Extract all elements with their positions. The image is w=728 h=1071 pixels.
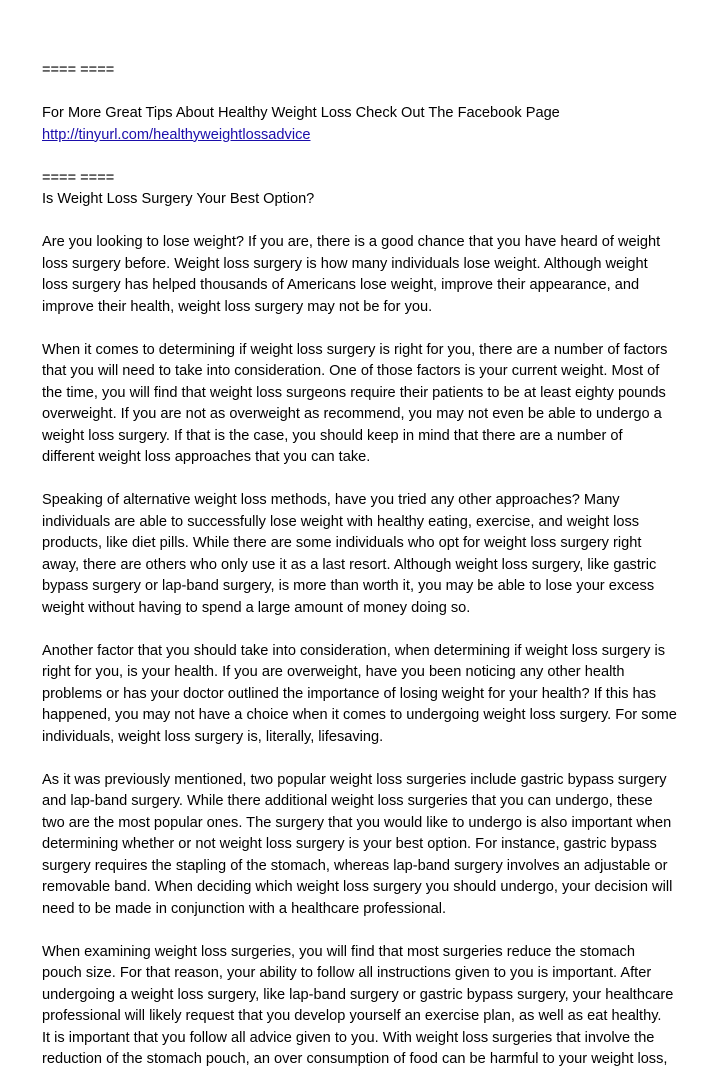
paragraph-line: Speaking of alternative weight loss methods, have you tried any other approaches? Many [42,492,620,508]
paragraph-line: reduction of the stomach pouch, an over consumption of food can be harmful to your weight loss, [42,1051,668,1067]
paragraph-line: weight without having to spend a large amount of money doing so. [42,599,471,616]
paragraph-2 [42,340,692,469]
paragraph-line: professional will likely request that you develop yourself an exercise plan, as well as eat healthy. [42,1008,662,1024]
paragraph-line: loss surgery before. Weight loss surgery is how many individuals lose weight. Although weight [42,255,648,272]
spacer [42,920,692,942]
paragraph-6 [42,942,692,1071]
paragraph-3 [42,490,692,619]
paragraph-line: the time, you will find that weight loss surgeons require their patients to be at least eighty pounds [42,384,666,401]
facebook-link[interactable]: http://tinyurl.com/healthyweightlossadvice [42,126,311,143]
paragraph-line: bypass surgery or lap-band surgery, is more than worth it, you may be able to lose your excess [42,578,655,594]
spacer [42,146,692,168]
paragraph-line: When it comes to determining if weight loss surgery is right for you, there are a number of factors [42,341,668,358]
paragraph-line: As it was previously mentioned, two popular weight loss surgeries include gastric bypass surgery [42,771,667,788]
spacer [42,619,692,641]
paragraph-line: Are you looking to lose weight? If you are, there is a good chance that you have heard of weight [42,234,661,250]
paragraph-line: problems or has your doctor outlined the importance of losing weight for your health? If this has [42,685,657,702]
spacer [42,211,692,233]
paragraph-line: two are the most popular ones. The surgery that you would like to undergo is also important when [42,814,672,831]
paragraph-line: loss surgery has helped thousands of Americans lose weight, improve their appearance, and [42,277,640,293]
paragraph-4 [42,641,692,749]
paragraph-line: right for you, is your health. If you are overweight, have you been noticing any other health [42,664,625,680]
paragraph-line: When examining weight loss surgeries, you will find that most surgeries reduce the stomach [42,943,635,960]
paragraph-line: undergoing a weight loss surgery, like lap-band surgery or gastric bypass surgery, your healthcare [42,986,674,1003]
separator-bottom: ==== ==== [42,169,115,186]
paragraph-1 [42,232,692,318]
paragraph-line: determining whether or not weight loss surgery is your best option. For instance, gastric bypass [42,836,657,852]
spacer [42,318,692,340]
spacer [42,82,692,104]
document-page [42,60,692,1071]
paragraph-line: and lap-band surgery. While there additional weight loss surgeries that you can undergo, these [42,793,653,809]
paragraph-line: away, there are others who only use it as a last resort. Although weight loss surgery, like gastric [42,556,657,573]
paragraph-line: surgery requires the stapling of the stomach, whereas lap-band surgery involves an adjustable or [42,857,668,874]
paragraph-line: different weight loss approaches that you can take. [42,449,371,465]
paragraph-line: happened, you may not have a choice when it comes to undergoing weight loss surgery. For some [42,707,677,723]
paragraph-line: Another factor that you should take into consideration, when determining if weight loss surgery is [42,642,666,659]
paragraph-line: removable band. When deciding which weight loss surgery you should undergo, your decision will [42,879,673,895]
paragraph-line: pouch size. For that reason, your ability to follow all instructions given to you is important. After [42,965,652,981]
paragraph-line: individuals are able to successfully lose weight with healthy eating, exercise, and weight loss [42,513,640,530]
separator-top: ==== ==== [42,62,115,78]
paragraph-line: need to be made in conjunction with a healthcare professional. [42,900,447,917]
spacer [42,469,692,491]
paragraph-line: improve their health, weight loss surgery may not be for you. [42,298,433,315]
paragraph-line: It is important that you follow all advice given to you. With weight loss surgeries that involve the [42,1029,655,1046]
article-title: Is Weight Loss Surgery Your Best Option? [42,191,315,207]
spacer [42,748,692,770]
paragraph-line: overweight. If you are not as overweight as recommend, you may not even be able to undergo a [42,406,662,422]
paragraph-line: products, like diet pills. While there are some individuals who opt for weight loss surgery right [42,535,642,551]
paragraph-line: weight loss surgery. If that is the case, you should keep in mind that there are a number of [42,427,623,444]
paragraph-line: that you will need to take into consideration. One of those factors is your current weight. Most of [42,363,660,379]
paragraph-5 [42,770,692,921]
promo-text: For More Great Tips About Healthy Weight Loss Check Out The Facebook Page [42,105,560,121]
paragraph-line: individuals, weight loss surgery is, literally, lifesaving. [42,728,384,745]
